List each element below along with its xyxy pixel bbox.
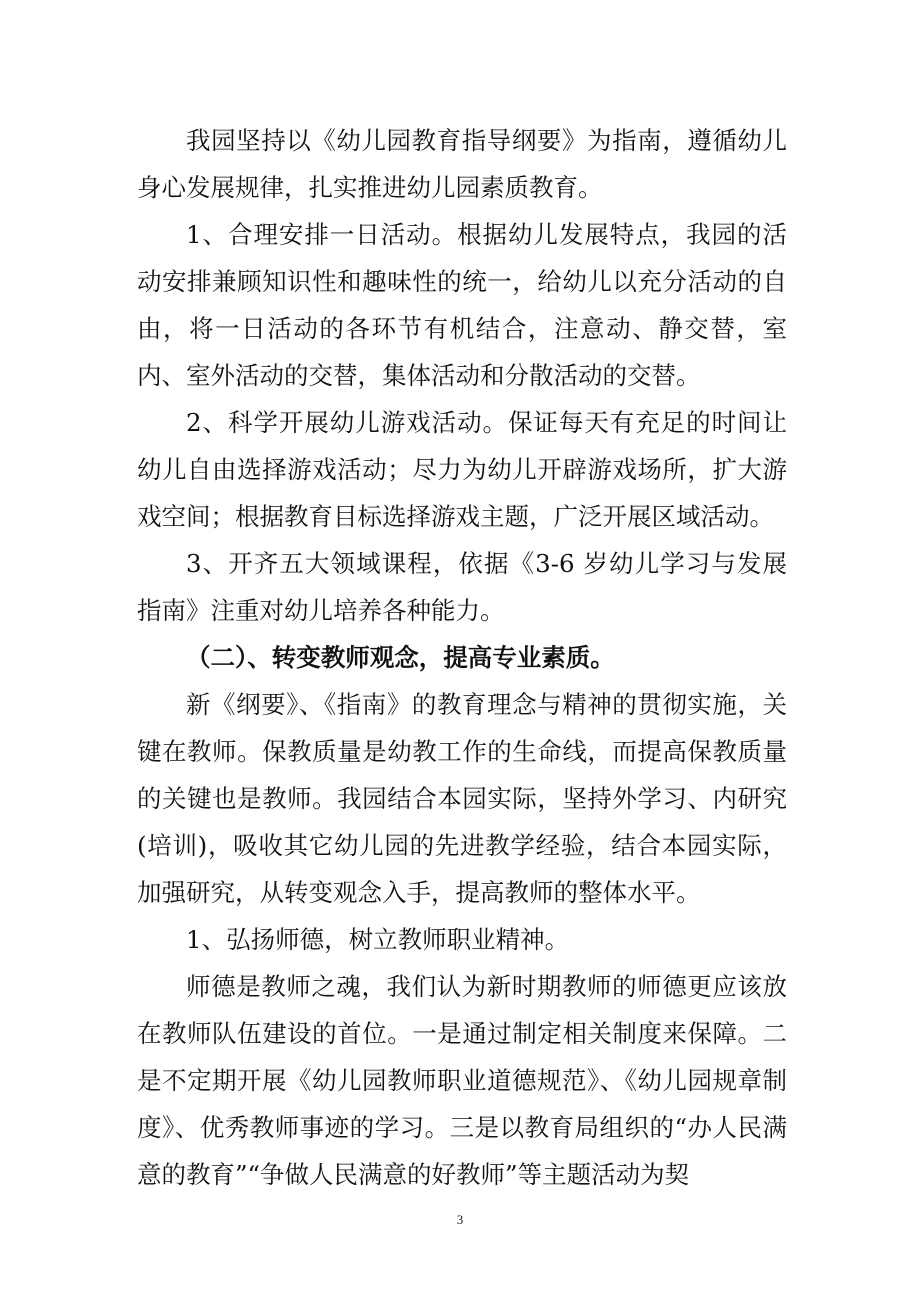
paragraph: 1、弘扬师德，树立教师职业精神。 xyxy=(186,925,570,954)
paragraph: 师德是教师之魂，我们认为新时期教师的师德更应该放在教师队伍建设的首位。一是通过制定相关制度来保障。二是不定期开展《幼儿园教师职业道德规范》、《幼儿园规章制度》、优秀教师事迹的学习。三是以教育局组织的“办人民满意的教育”“争做人民满意的好教师”等主题活动为契 xyxy=(137,972,787,1189)
paragraph: 3、开齐五大领域课程，依据《3-6 岁幼儿学习与发展指南》注重对幼儿培养各种能力。 xyxy=(137,549,787,625)
document-body xyxy=(137,117,787,1198)
paragraph: 新《纲要》、《指南》的教育理念与精神的贯彻实施，关键在教师。保教质量是幼教工作的生命线，而提高保教质量的关键也是教师。我园结合本园实际，坚持外学习、内研究(培训)，吸收其它幼儿园的先进教学经验，结合本园实际，加强研究，从转变观念入手，提高教师的整体水平。 xyxy=(137,690,787,907)
paragraph: 我园坚持以《幼儿园教育指导纲要》为指南，遵循幼儿身心发展规律，扎实推进幼儿园素质教育。 xyxy=(137,126,787,202)
page-number: 3 xyxy=(456,1212,464,1227)
section-heading: （二）、转变教师观念，提高专业素质。 xyxy=(186,643,615,672)
paragraph: 1、合理安排一日活动。根据幼儿发展特点，我园的活动安排兼顾知识性和趣味性的统一，给幼儿以充分活动的自由，将一日活动的各环节有机结合，注意动、静交替，室内、室外活动的交替，集体活动和分散活动的交替。 xyxy=(137,220,787,390)
paragraph: 2、科学开展幼儿游戏活动。保证每天有充足的时间让幼儿自由选择游戏活动；尽力为幼儿开辟游戏场所，扩大游戏空间；根据教育目标选择游戏主题，广泛开展区域活动。 xyxy=(137,408,787,531)
